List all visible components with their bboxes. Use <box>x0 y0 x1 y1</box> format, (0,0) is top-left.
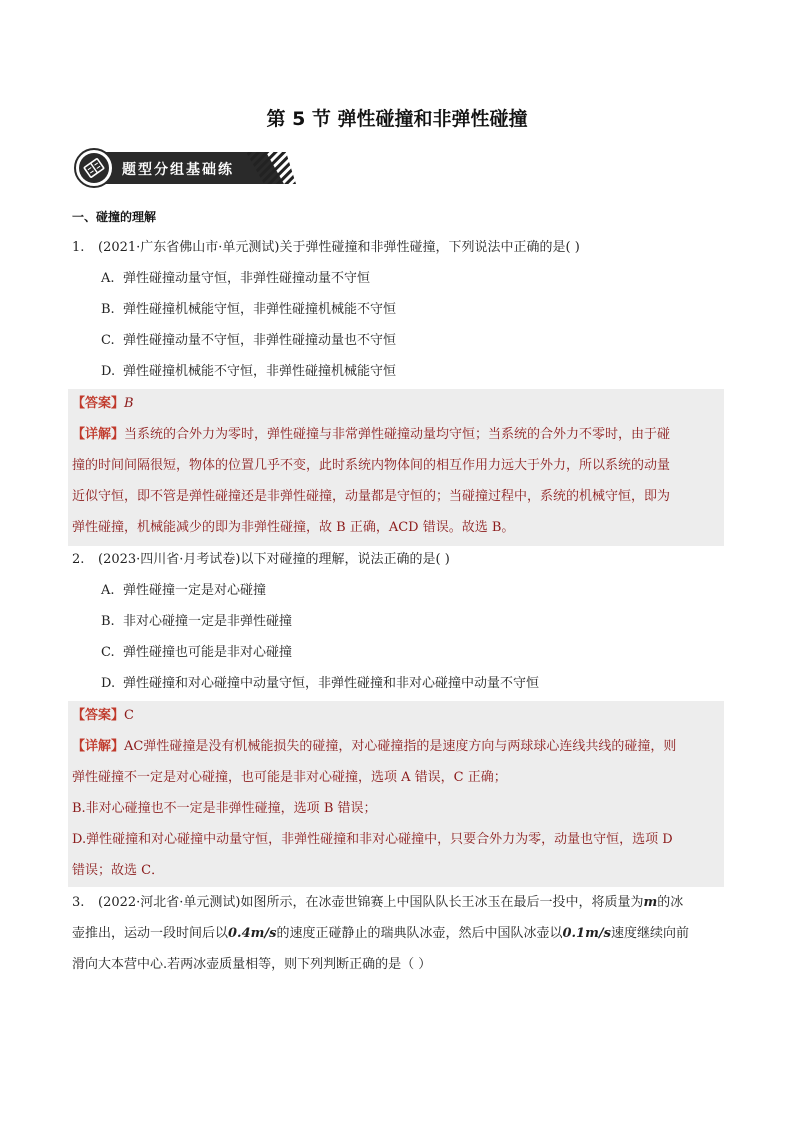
question-1-option-a: A. 弹性碰撞动量守恒，非弹性碰撞动量不守恒 <box>101 271 371 286</box>
question-1-detail-line: 近似守恒，即不管是弹性碰撞还是非弹性碰撞，动量都是守恒的；当碰撞过程中，系统的机械守恒，即为 <box>72 489 671 504</box>
question-1-option-d: D. 弹性碰撞机械能不守恒，非弹性碰撞机械能守恒 <box>101 364 397 379</box>
question-number: 1. <box>72 240 85 255</box>
question-1-answer-box <box>68 389 724 546</box>
question-2-detail-line: 弹性碰撞不一定是对心碰撞，也可能是非对心碰撞，选项 A 错误，C 正确； <box>72 770 507 785</box>
section-heading: 一、碰撞的理解 <box>72 210 157 224</box>
question-2-option-c: C. 弹性碰撞也可能是非对心碰撞 <box>101 645 293 660</box>
question-2-answer: 【答案】C <box>72 708 134 723</box>
question-1-option-b: B. 弹性碰撞机械能守恒，非弹性碰撞机械能不守恒 <box>101 302 397 317</box>
question-1-detail-line: 撞的时间间隔很短，物体的位置几乎不变，此时系统内物体间的相互作用力远大于外力，所以系统的动量 <box>72 458 671 473</box>
question-2-option-d: D. 弹性碰撞和对心碰撞中动量守恒，非弹性碰撞和非对心碰撞中动量不守恒 <box>101 676 540 691</box>
question-number: 2. <box>72 552 85 567</box>
question-2-detail-line: B.非对心碰撞也不一定是非弹性碰撞，选项 B 错误； <box>72 801 377 816</box>
question-3-stem: 3. (2022·河北省·单元测试)如图所示，在冰壶世锦赛上中国队队长王冰玉在最后一投中，将质量为m的冰 <box>72 895 684 910</box>
question-3-stem-line: 壶推出，运动一段时间后以0.4m/s的速度正碰静止的瑞典队冰壶，然后中国队冰壶以0.1m/s速度继续向前 <box>72 926 689 941</box>
question-2-option-a: A. 弹性碰撞一定是对心碰撞 <box>101 583 267 598</box>
question-2-option-b: B. 非对心碰撞一定是非弹性碰撞 <box>101 614 293 629</box>
banner-label: 题型分组基础练 <box>122 162 234 178</box>
question-2-answer-box <box>68 701 724 887</box>
question-1-detail-line: 【详解】当系统的合外力为零时，弹性碰撞与非常弹性碰撞动量均守恒；当系统的合外力不零时，由于碰 <box>72 427 671 442</box>
question-1-detail-line: 弹性碰撞，机械能减少的即为非弹性碰撞，故 B 正确，ACD 错误。故选 B。 <box>72 520 515 535</box>
question-2-detail-line: D.弹性碰撞和对心碰撞中动量守恒，非弹性碰撞和非对心碰撞中，只要合外力为零，动量也守恒，选项 D <box>72 832 673 847</box>
question-number: 3. <box>72 895 85 910</box>
banner-graphic <box>74 148 296 188</box>
question-1-stem: 1. (2021·广东省佛山市·单元测试)关于弹性碰撞和非弹性碰撞，下列说法中正确的是( ) <box>72 240 580 255</box>
question-3-stem-line: 滑向大本营中心.若两冰壶质量相等，则下列判断正确的是（ ） <box>72 957 432 972</box>
question-2-stem: 2. (2023·四川省·月考试卷)以下对碰撞的理解，说法正确的是( ) <box>72 552 450 567</box>
question-1-answer: 【答案】B <box>72 396 134 411</box>
question-1-option-c: C. 弹性碰撞动量不守恒，非弹性碰撞动量也不守恒 <box>101 333 397 348</box>
page-title: 第 5 节 弹性碰撞和非弹性碰撞 <box>266 108 528 130</box>
question-2-detail-line: 【详解】AC弹性碰撞是没有机械能损失的碰撞，对心碰撞指的是速度方向与两球球心连线共线的碰撞，则 <box>72 739 677 754</box>
section-banner <box>74 148 296 188</box>
question-2-detail-line: 错误；故选 C． <box>72 863 165 878</box>
